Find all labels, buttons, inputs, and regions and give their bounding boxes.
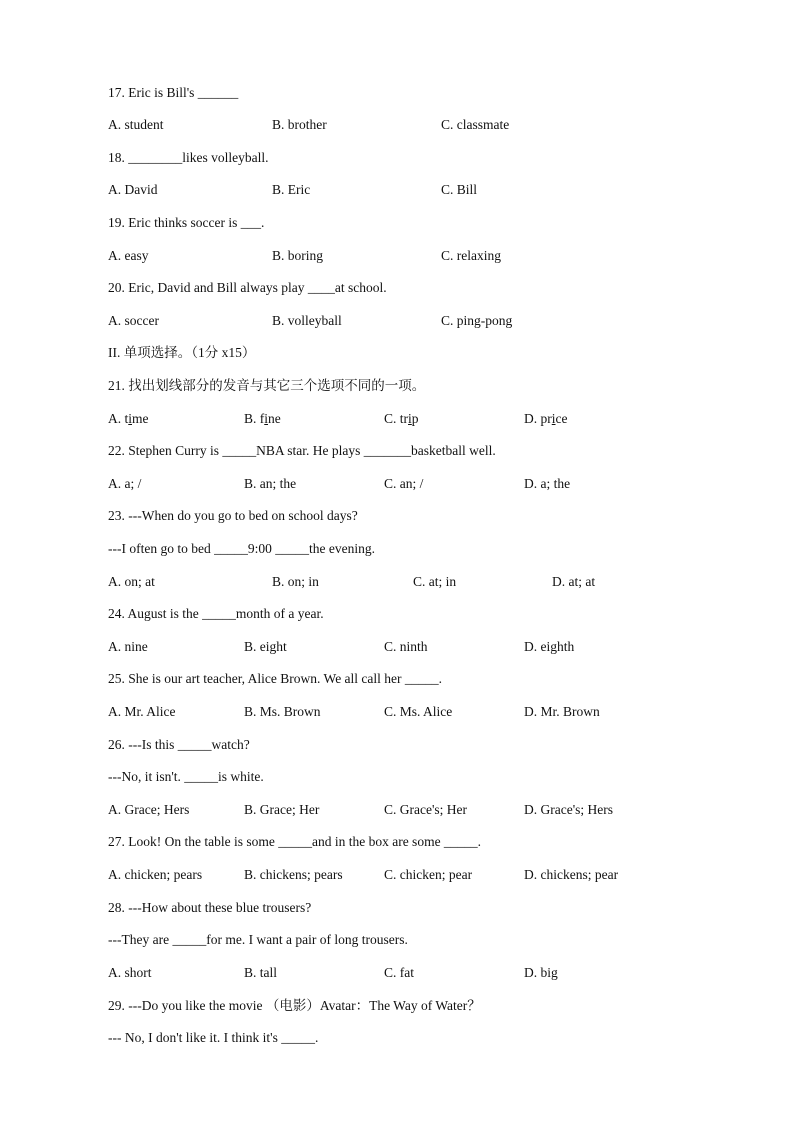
option-d: D. Mr. Brown xyxy=(524,704,600,719)
option-b: B. chickens; pears xyxy=(244,867,343,882)
option-a xyxy=(108,410,149,428)
option-c: C. ninth xyxy=(384,639,428,654)
question-27-options xyxy=(0,866,793,884)
option-a: A. a; / xyxy=(108,476,142,491)
question-28-options xyxy=(0,964,793,982)
option-c: C. Bill xyxy=(441,182,478,197)
question-20-stem: 20. Eric, David and Bill always play ____at school. xyxy=(108,280,387,295)
option-d: D. at; at xyxy=(552,574,596,589)
question-27-stem: 27. Look! On the table is some _____and in the box are some _____. xyxy=(108,834,482,849)
question-25-stem: 25. She is our art teacher, Alice Brown. We all call her _____. xyxy=(108,671,443,686)
option-b-underlined: i xyxy=(264,411,269,426)
option-c-prefix: C. tr xyxy=(384,411,409,426)
question-28-stem: 28. ---How about these blue trousers? xyxy=(108,900,312,915)
option-a: A. Grace; Hers xyxy=(108,802,190,817)
option-a: A. student xyxy=(108,117,164,132)
option-d: D. Grace's; Hers xyxy=(524,802,614,817)
option-c: C. an; / xyxy=(384,476,424,491)
option-a: A. on; at xyxy=(108,574,155,589)
question-21-options xyxy=(0,410,793,428)
question-26-options xyxy=(0,801,793,819)
option-c: C. relaxing xyxy=(441,248,501,263)
option-d: D. a; the xyxy=(524,476,571,491)
question-23-options xyxy=(0,573,793,591)
question-22-options xyxy=(0,475,793,493)
option-d xyxy=(524,410,568,428)
option-b: B. on; in xyxy=(272,574,319,589)
option-d-prefix: D. pr xyxy=(524,411,552,426)
section-heading: II. 单项选择。（1分 x15） xyxy=(108,345,256,360)
question-23-stem-reply: ---I often go to bed _____9:00 _____the evening. xyxy=(108,541,375,556)
option-b: B. tall xyxy=(244,965,277,980)
question-17-stem: 17. Eric is Bill's ______ xyxy=(108,85,239,100)
option-d: D. chickens; pear xyxy=(524,867,619,882)
question-18-stem: 18. ________likes volleyball. xyxy=(108,150,269,165)
question-26-stem: 26. ---Is this _____watch? xyxy=(108,737,250,752)
question-19-stem: 19. Eric thinks soccer is ___. xyxy=(108,215,265,230)
option-c: C. ping-pong xyxy=(441,313,513,328)
option-b-suffix: ne xyxy=(268,411,281,426)
question-29-stem-reply: --- No, I don't like it. I think it's _____. xyxy=(108,1030,319,1045)
option-a: A. easy xyxy=(108,248,149,263)
option-b: B. boring xyxy=(272,248,324,263)
option-c-suffix: p xyxy=(411,411,419,426)
question-25-options xyxy=(0,703,793,721)
option-c: C. Ms. Alice xyxy=(384,704,453,719)
option-d-suffix: ce xyxy=(555,411,568,426)
option-b: B. an; the xyxy=(244,476,297,491)
option-a-underlined: i xyxy=(128,411,133,426)
question-18-options xyxy=(0,181,793,199)
question-24-options xyxy=(0,638,793,656)
option-a-prefix: A. t xyxy=(108,411,129,426)
option-b: B. Ms. Brown xyxy=(244,704,321,719)
question-23-stem: 23. ---When do you go to bed on school days? xyxy=(108,508,358,523)
option-a: A. soccer xyxy=(108,313,159,328)
option-b: B. brother xyxy=(272,117,327,132)
question-28-stem-reply: ---They are _____for me. I want a pair of long trousers. xyxy=(108,932,408,947)
question-17-options xyxy=(0,116,793,134)
option-b-prefix: B. f xyxy=(244,411,265,426)
option-a: A. short xyxy=(108,965,152,980)
option-d-underlined: i xyxy=(551,411,556,426)
question-19-options xyxy=(0,247,793,265)
option-a: A. Mr. Alice xyxy=(108,704,176,719)
question-20-options xyxy=(0,312,793,330)
option-c: C. chicken; pear xyxy=(384,867,473,882)
option-c-underlined: i xyxy=(408,411,412,426)
option-c: C. fat xyxy=(384,965,414,980)
option-b xyxy=(244,410,281,428)
option-d: D. big xyxy=(524,965,558,980)
question-22-stem: 22. Stephen Curry is _____NBA star. He plays _______basketball well. xyxy=(108,443,496,458)
option-c: C. classmate xyxy=(441,117,510,132)
option-c: C. Grace's; Her xyxy=(384,802,468,817)
option-a: A. chicken; pears xyxy=(108,867,203,882)
option-b: B. Eric xyxy=(272,182,311,197)
question-26-stem-reply: ---No, it isn't. _____is white. xyxy=(108,769,264,784)
option-b: B. Grace; Her xyxy=(244,802,320,817)
option-b: B. eight xyxy=(244,639,287,654)
option-a: A. David xyxy=(108,182,158,197)
question-21-stem: 21. 找出划线部分的发音与其它三个选项不同的一项。 xyxy=(108,378,426,393)
option-c: C. at; in xyxy=(413,574,457,589)
option-a: A. nine xyxy=(108,639,148,654)
option-a-suffix: me xyxy=(132,411,149,426)
question-29-stem: 29. ---Do you like the movie （电影）Avatar：The Way of Water？ xyxy=(108,998,481,1013)
option-b: B. volleyball xyxy=(272,313,342,328)
option-c xyxy=(384,410,419,428)
option-d: D. eighth xyxy=(524,639,575,654)
question-24-stem: 24. August is the _____month of a year. xyxy=(108,606,324,621)
